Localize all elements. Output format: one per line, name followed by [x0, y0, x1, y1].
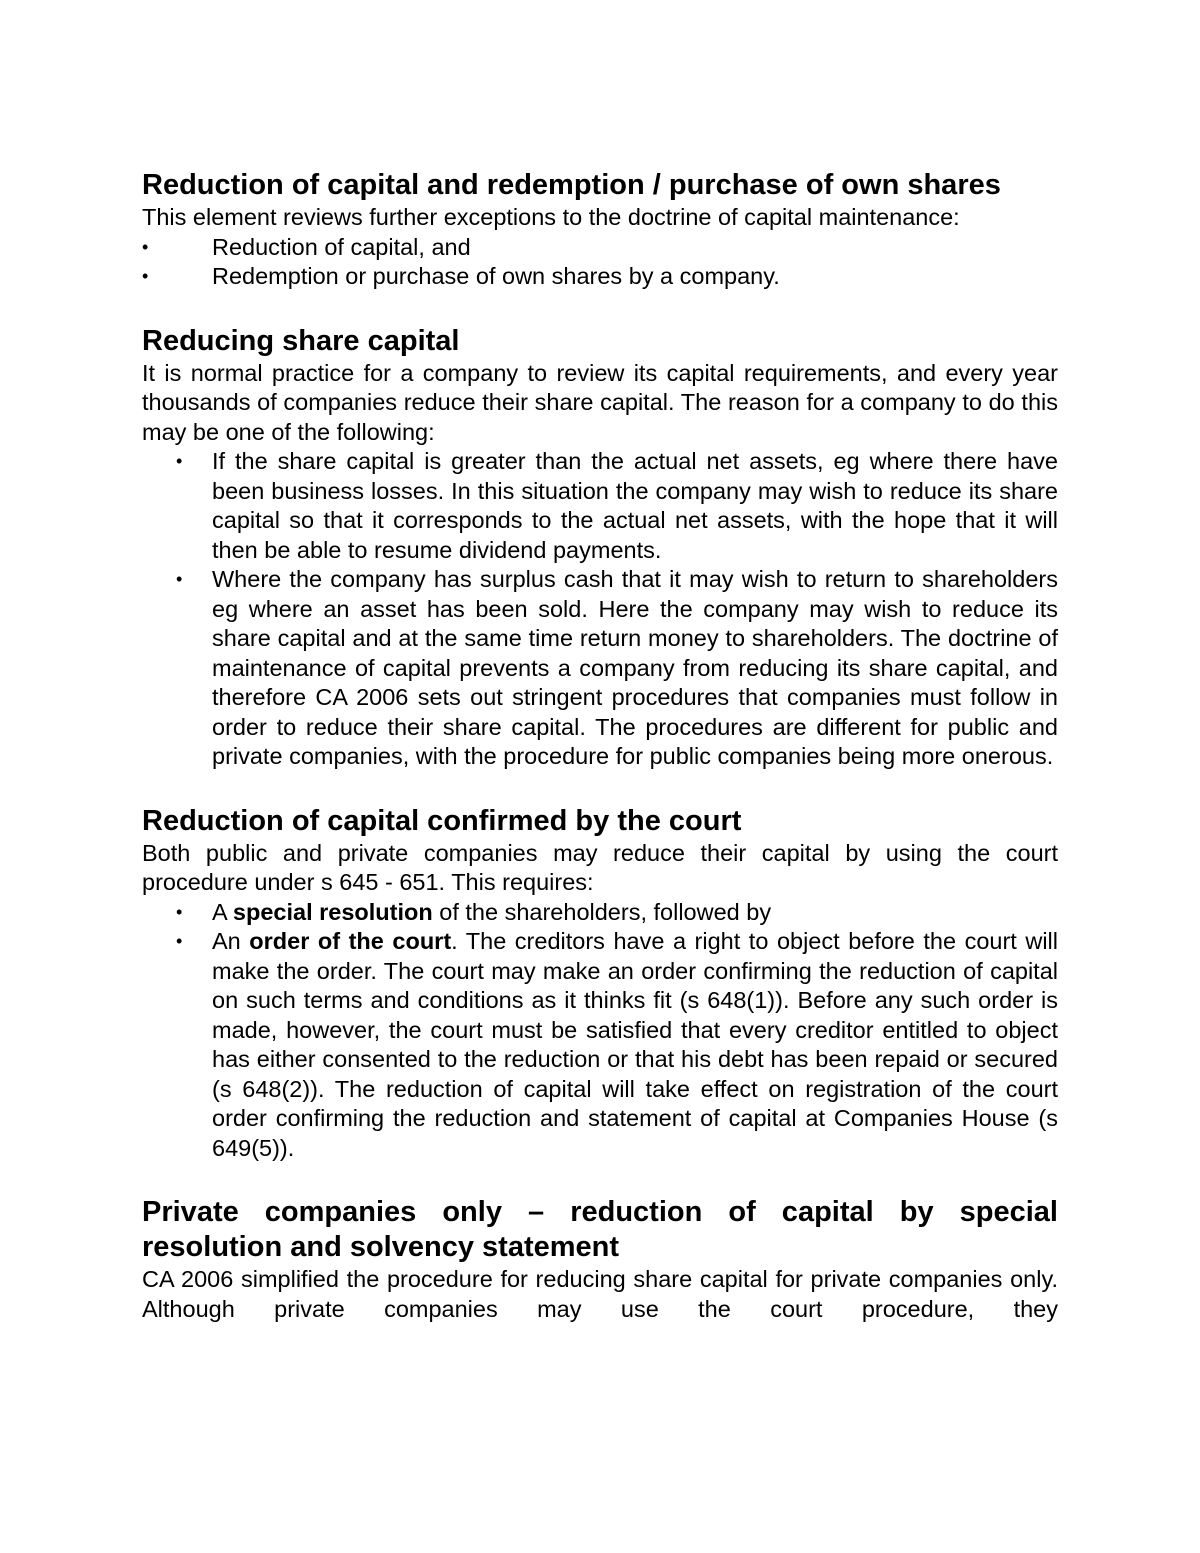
list-item-text-post: . The creditors have a right to object before the court will make the order. The court may make an order confirming the reduction of capital on such terms and conditions as it thinks fit (s 648(1)). Before any such order is made, however, the court must be satisfied that every creditor entitled to object has either consented to the reduction or that his debt has been repaid or secured (s 648(2)). The reduction of capital will take effect on registration of the court order confirming the reduction and statement of capital at Companies House (s 649(5)).: [212, 928, 1058, 1161]
list-item-text-post: of the shareholders, followed by: [432, 898, 772, 925]
bullet-icon: •: [176, 931, 183, 951]
bullet-list: [142, 233, 1058, 292]
list-item-text: Reduction of capital, and: [212, 233, 471, 260]
bullet-icon: •: [176, 451, 183, 471]
list-item-bold-term: order of the court: [249, 928, 452, 954]
list-item: [142, 565, 1058, 772]
bullet-icon: •: [176, 569, 183, 589]
list-item: [142, 447, 1058, 565]
bullet-list: [142, 898, 1058, 1164]
document-page: [142, 168, 1058, 1324]
list-item-text-pre: An: [212, 928, 250, 954]
bullet-icon: •: [176, 901, 183, 922]
list-item: [142, 927, 1058, 1163]
section-heading: Reducing share capital: [142, 324, 460, 357]
section-heading: Private companies only – reduction of capital by special resolution and solvency statement: [142, 1196, 1058, 1263]
list-item-text: Redemption or purchase of own shares by a company.: [212, 263, 780, 289]
list-item: [142, 233, 1058, 263]
bullet-list: [142, 447, 1058, 772]
bullet-icon: •: [142, 266, 149, 286]
list-item-text: If the share capital is greater than the actual net assets, eg where there have been business losses. In this situation the company may wish to reduce its share capital so that it corresponds to the actual net assets, with the hope that it will then be able to resume dividend payments.: [212, 448, 1058, 563]
section-intro: It is normal practice for a company to review its capital requirements, and every year thousands of companies reduce their share capital. The reason for a company to do this may be one of the following:: [142, 359, 1058, 445]
section-intro: Both public and private companies may reduce their capital by using the court procedure under s 645 - 651. This requires:: [142, 839, 1058, 895]
section-heading: Reduction of capital and redemption / purchase of own shares: [142, 169, 1001, 201]
bullet-icon: •: [142, 236, 149, 257]
list-item: [142, 898, 1058, 928]
section-intro: This element reviews further exceptions to the doctrine of capital maintenance:: [142, 204, 960, 230]
list-item: [142, 262, 1058, 292]
list-item-text: Where the company has surplus cash that it may wish to return to shareholders eg where an asset has been sold. Here the company may wish to reduce its share capital and at the same time return money to shareholders. The doctrine of maintenance of capital prevents a company from reducing its share capital, and therefore CA 2006 sets out stringent procedures that companies must follow in order to reduce their share capital. The procedures are different for public and private companies, with the procedure for public companies being more onerous.: [212, 566, 1058, 769]
list-item-text-pre: A: [212, 898, 233, 925]
section-intro: CA 2006 simplified the procedure for reducing share capital for private companies only. Although private companies may use the court procedure, they: [142, 1266, 1058, 1322]
list-item-bold-term: special resolution: [232, 898, 433, 925]
section-heading: Reduction of capital confirmed by the court: [142, 804, 742, 837]
